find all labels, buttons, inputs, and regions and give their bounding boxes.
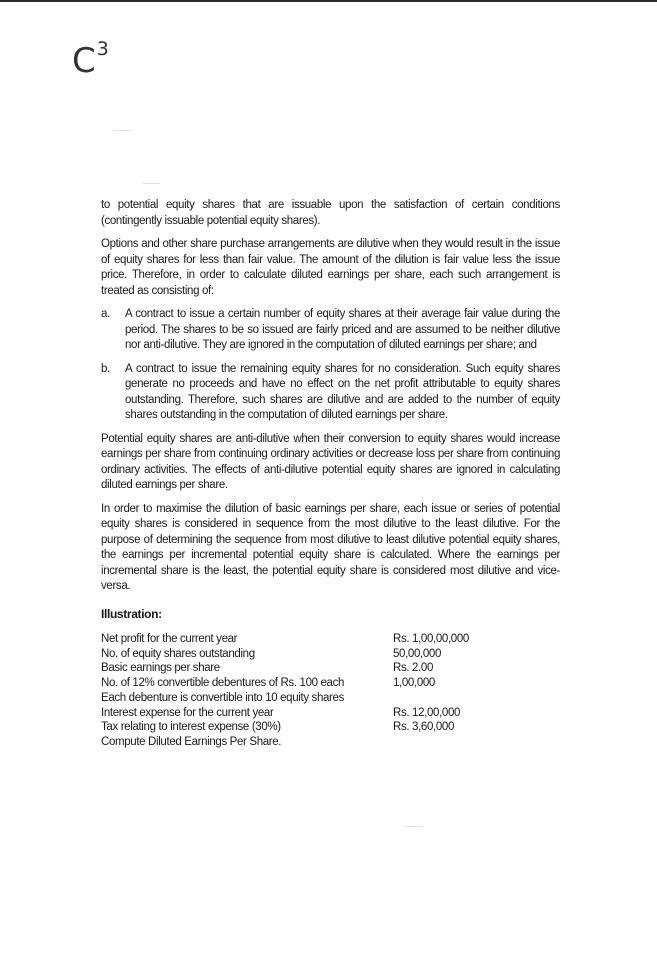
row-label: Each debenture is convertible into 10 equity shares	[101, 691, 344, 704]
illustration-table	[101, 632, 560, 750]
row-label: Basic earnings per share	[101, 662, 220, 675]
table-row	[101, 706, 560, 721]
scan-artifact	[114, 130, 132, 131]
row-value: 50,00,000	[393, 647, 442, 660]
row-value	[393, 691, 560, 706]
row-label: No. of equity shares outstanding	[101, 647, 255, 660]
row-label: Compute Diluted Earnings Per Share.	[101, 735, 282, 748]
row-label: Net profit for the current year	[101, 633, 238, 645]
row-value: Rs. 1,00,00,000	[393, 633, 469, 645]
list-item-text: A contract to issue the remaining equity shares for no consideration. Such equity shares generate no proceeds and have no effect on the net profit attributable to equity shares outstanding. Therefore, such shares are dilutive and are added to the number of equity shares outstanding in the computation of diluted earnings per share.	[125, 362, 560, 421]
list-marker: a.	[101, 308, 110, 320]
arrangement-list	[101, 307, 560, 424]
row-value: Rs. 3,60,000	[393, 721, 455, 734]
paragraph-options-dilutive: Options and other share purchase arrangements are dilutive when they would result in the issue of equity shares for less than fair value. The amount of the dilution is fair value less the issue price. Therefore, in order to calculate diluted earnings per share, each such arrangement is treated as consisting of:	[101, 238, 560, 297]
table-row	[101, 691, 560, 706]
table-row	[101, 632, 560, 647]
paragraph-maximise-dilution: In order to maximise the dilution of basic earnings per share, each issue or series of potential equity shares is considered in sequence from the most dilutive to the least dilutive. For the purpose of determining the sequence from most dilutive to least dilutive potential equity shares, the earnings per incremental potential equity share is calculated. Where the earnings per incremental share is the least, the potential equity share is considered most dilutive and vice-versa.	[101, 502, 560, 592]
row-value: Rs. 12,00,000	[393, 706, 461, 719]
list-item	[101, 362, 560, 424]
logo-superscript: 3	[96, 38, 109, 60]
table-row	[101, 676, 560, 691]
row-value: Rs. 2.00	[393, 662, 434, 675]
table-row	[101, 720, 560, 735]
row-label: Interest expense for the current year	[101, 706, 274, 719]
paragraph-contingent-shares: to potential equity shares that are issuable upon the satisfaction of certain conditions (contingently issuable potential equity shares).	[101, 199, 560, 227]
table-row	[101, 647, 560, 662]
row-value	[393, 735, 560, 750]
row-value: 1,00,000	[393, 677, 435, 690]
logo-letter: C	[72, 41, 96, 81]
document-body	[101, 198, 560, 750]
row-label: Tax relating to interest expense (30%)	[101, 721, 281, 734]
top-border-line	[0, 0, 657, 2]
illustration-heading: Illustration:	[101, 606, 162, 621]
list-item-text: A contract to issue a certain number of equity shares at their average fair value during the period. The shares to be so issued are fairly priced and are assumed to be neither dilutive nor anti-dilutive. They are ignored in the computation of diluted earnings per share; and	[125, 308, 560, 351]
scan-artifact	[142, 183, 160, 184]
list-marker: b.	[101, 362, 110, 375]
scan-artifact	[404, 826, 422, 827]
logo	[72, 38, 109, 81]
list-item	[101, 307, 560, 354]
table-row	[101, 661, 560, 676]
row-label: No. of 12% convertible debentures of Rs. 100 each	[101, 677, 345, 690]
paragraph-anti-dilutive: Potential equity shares are anti-dilutive when their conversion to equity shares would increase earnings per share from continuing ordinary activities or decrease loss per share from continuing ordinary activities. The effects of anti-dilutive potential equity shares are ignored in calculating diluted earnings per share.	[101, 432, 560, 491]
table-row	[101, 735, 560, 750]
